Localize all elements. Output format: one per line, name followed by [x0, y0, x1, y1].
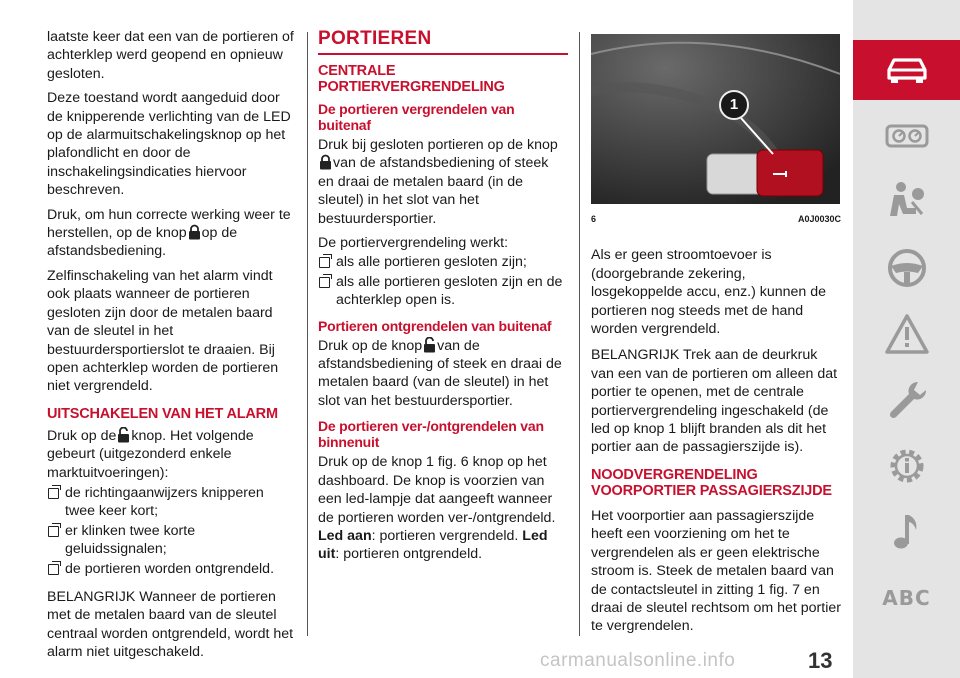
paragraph: Druk op de knop. Het volgende gebeurt (uitgezonderd enkele marktuitvoeringen):: [47, 427, 254, 481]
paragraph: Deze toestand wordt aangeduid door de knipperende verlichting van de LED op de alarmuitschakelingsknop op het plafondlicht en door de inschakelingsindicaties hiervoor beschreven.: [47, 90, 291, 199]
lock-icon: [188, 224, 201, 240]
sidebar-item-driving[interactable]: [853, 238, 960, 298]
subsection-heading: De portieren ver-/ontgrendelen van binnenuit: [318, 418, 544, 451]
page-title: PORTIEREN: [318, 28, 568, 55]
subsection-heading: Portieren ontgrendelen van buitenaf: [318, 317, 552, 334]
figure-number: 6: [591, 214, 597, 224]
sidebar-item-index[interactable]: [853, 568, 960, 628]
sidebar-item-emergency[interactable]: [853, 304, 960, 364]
paragraph: Zelfinschakeling van het alarm vindt ook plaats wanneer de portieren gesloten zijn door de metalen baard van de sleutel in het bestuurdersportierslot te draaien. Bij open achterklep worden de portieren niet vergrendeld.: [47, 267, 279, 395]
checkbox-bullet-icon: [319, 277, 330, 288]
paragraph: De portiervergrendeling werkt:: [318, 235, 509, 252]
seat-airbag-icon: [882, 180, 932, 224]
section-heading: UITSCHAKELEN VAN HET ALARM: [47, 405, 278, 422]
dashboard-icon: [882, 114, 932, 158]
column-divider: [307, 32, 308, 636]
paragraph: Druk op de knop 1 fig. 6 knop op het dashboard. De knop is voorzien van een led-lampje dat aangeeft wanneer de portieren worden ver-/ontgrendeld. Led aan: portieren vergrendeld. Led uit: portieren ontgrendeld.: [318, 454, 556, 563]
section-heading: CENTRALE PORTIERVERGRENDELING: [318, 63, 505, 95]
checkbox-bullet-icon: [48, 526, 59, 537]
sidebar-item-safety[interactable]: [853, 172, 960, 232]
callout-badge: 1: [719, 90, 749, 120]
sidebar-item-car[interactable]: [853, 40, 960, 100]
column-divider: [579, 32, 580, 636]
steering-wheel-icon: [882, 246, 932, 290]
paragraph: laatste keer dat een van de portieren of achterklep werd geopend en opnieuw gesloten.: [47, 29, 294, 82]
wrench-icon: [882, 378, 932, 422]
paragraph: Het voorportier aan passagierszijde heeft een voorziening om het te vergrendelen als er geen elektrische stroom is. Steek de metalen baard van de contactsleutel in zitting 1 fig. 7 en draai de sleutel rechtsom om het portier te vergrendelen.: [591, 507, 841, 635]
sidebar-item-multimedia[interactable]: [853, 502, 960, 562]
list-item: als alle portieren gesloten zijn;: [318, 253, 568, 271]
music-note-icon: [882, 510, 932, 554]
checkbox-bullet-icon: [48, 488, 59, 499]
chapter-sidebar: [853, 0, 960, 678]
note: BELANGRIJK Trek aan de deurkruk van een van de portieren om alleen dat portier te openen, met de centrale portiervergrendeling ingeschakeld (de led op knop 1 blijft branden als dit het portier aan de passagierszijde is).: [591, 347, 838, 456]
gear-info-icon: [882, 444, 932, 488]
dashboard-button-figure: [591, 34, 840, 204]
checkbox-bullet-icon: [319, 257, 330, 268]
list-item: als alle portieren gesloten zijn en de achterklep open is.: [318, 273, 568, 310]
sidebar-item-maintenance[interactable]: [853, 370, 960, 430]
figure-code: A0J0030C: [797, 214, 841, 224]
list-item: de richtingaanwijzers knipperen twee keer kort;: [47, 484, 297, 521]
column-right: [591, 28, 841, 642]
unlock-icon: [423, 337, 436, 353]
list-item: er klinken twee korte geluidssignalen;: [47, 522, 297, 559]
unlock-icon: [117, 427, 130, 443]
subsection-heading: De portieren vergrendelen van buitenaf: [318, 101, 515, 133]
section-heading: NOODVERGRENDELING VOORPORTIER PASSAGIERSZIJDE: [591, 466, 832, 499]
note: BELANGRIJK Wanneer de portieren met de metalen baard van de sleutel centraal worden ontgrendeld, wordt het alarm niet uitgeschakeld.: [47, 588, 294, 661]
watermark: carmanualsonline.info: [540, 650, 736, 671]
column-left: [47, 28, 297, 668]
warning-triangle-icon: [882, 312, 932, 356]
paragraph: Druk bij gesloten portieren op de knopvan de afstandsbediening of steek en draai de metalen baard (in de sleutel) in het slot van het bestuurdersportier.: [318, 137, 558, 227]
abc-icon: ABC: [882, 586, 931, 610]
paragraph: Druk op de knop van de afstandsbediening of steek en draai de metalen baard (van de sleutel) in het slot van het bestuurdersportier.: [318, 337, 562, 409]
page-number: 13: [808, 648, 833, 673]
list-item: de portieren worden ontgrendeld.: [47, 560, 297, 578]
figure-caption: [591, 210, 841, 228]
checkbox-bullet-icon: [48, 564, 59, 575]
dashboard-button-illustration: [591, 34, 840, 204]
car-icon: [882, 48, 932, 92]
sidebar-item-dashboard[interactable]: [853, 106, 960, 166]
sidebar-item-technical-data[interactable]: [853, 436, 960, 496]
paragraph: Druk, om hun correcte werking weer te herstellen, op de knop op de afstandsbediening.: [47, 206, 291, 260]
paragraph: Als er geen stroomtoevoer is (doorgebrande zekering, losgekoppelde accu, enz.) kunnen de portieren nog steeds met de hand worden vergrendeld.: [591, 247, 827, 338]
lock-icon: [319, 154, 332, 170]
column-middle: [318, 28, 568, 570]
